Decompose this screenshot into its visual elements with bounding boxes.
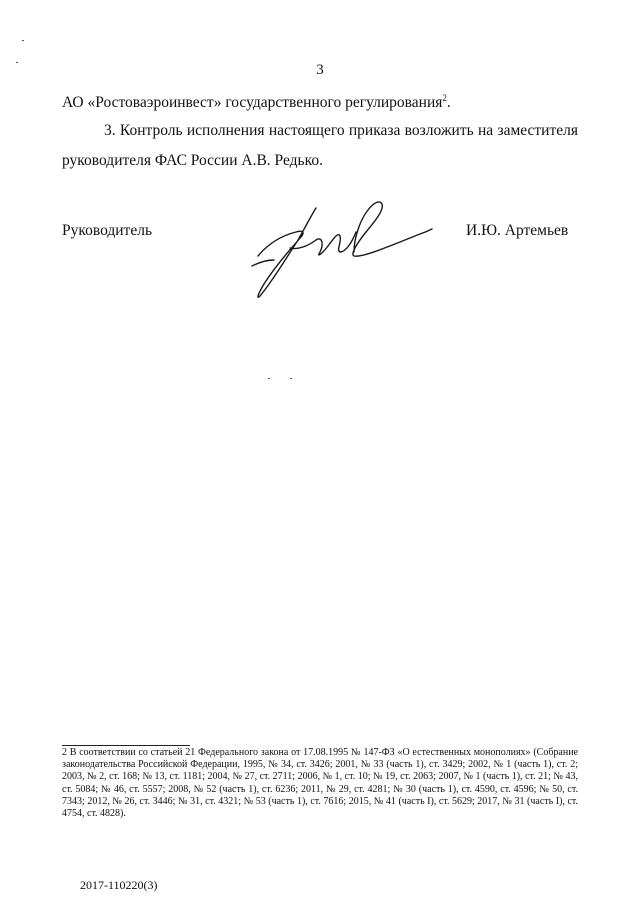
paragraph-1 bbox=[62, 88, 578, 118]
paragraph-2-line-2: руководителя ФАС России А.В. Редько. bbox=[62, 152, 323, 169]
page-number: 3 bbox=[316, 62, 324, 78]
scan-speck bbox=[290, 378, 292, 379]
paragraph-1-text: АО «Ростоваэроинвест» государственного регулирования bbox=[62, 94, 443, 111]
paragraph-1-end: . bbox=[446, 94, 451, 111]
scan-speck bbox=[22, 40, 24, 41]
footnote-text: 2 В соответствии со статьей 21 Федерального закона от 17.08.1995 № 147-ФЗ «О естественных монополиях» (Собрание законодательства Российской Федерации, 1995, № 34, ст. 3426; 2001, № 33 (часть 1), ст. 3429; 2002, № 1 (часть 1), ст. 2; 2003, № 2, ст. 168; № 13, ст. 1181; 2004, № 27, ст. 2711; 2006, № 1, ст. 10; № 19, ст. 2063; 2007, № 1 (часть 1), ст. 21; № 43, ст. 5084; № 46, ст. 5557; 2008, № 52 (часть 1), ст. 6236; 2011, № 29, ст. 4281; № 30 (часть 1), ст. 4590, ст. 4596; № 50, ст. 7343; 2012, № 26, ст. 3446; № 31, ст. 4321; № 53 (часть 1), ст. 7616; 2015, № 41 (часть I), ст. 5629; 2017, № 31 (часть I), ст. 4754, ст. 4828). bbox=[62, 747, 578, 820]
scan-speck bbox=[16, 62, 18, 63]
paragraph-2 bbox=[62, 116, 578, 176]
handwritten-signature bbox=[250, 196, 435, 308]
document-id: 2017-110220(3) bbox=[80, 878, 158, 892]
footnote-reference[interactable]: 2 bbox=[442, 93, 447, 103]
signer-name: И.Ю. Артемьев bbox=[466, 222, 569, 239]
scan-speck bbox=[268, 378, 270, 379]
footnote-separator bbox=[62, 745, 190, 746]
paragraph-2-line-1: 3. Контроль исполнения настоящего приказа возложить на заместителя bbox=[104, 122, 578, 139]
signer-title: Руководитель bbox=[62, 222, 153, 239]
